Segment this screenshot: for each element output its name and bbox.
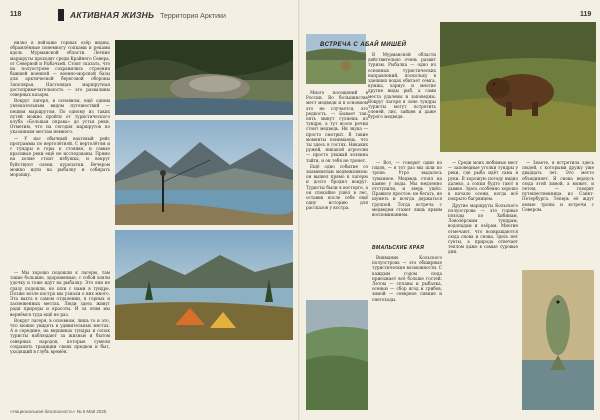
right-intro	[368, 52, 436, 121]
paragraph: Много посещений в России. Во большинстве мест медведи и в основном это не случается, это редкость. — Бывает так: пять минут гуляешь по тундре, а тут возле речки стоит медведь. Ни звука — просто смотрит. В такие моменты понимаешь, что ты здесь в гостях. Никаких ружей, никакой агрессии — просто уважай хозяина тайги, и он тебя не тронет.	[306, 90, 368, 163]
right-column-4	[522, 160, 594, 213]
paragraph: Вокруг лагеря, в основном, лишь то и это, что можно увидеть в удивительных местах. А в середине, на вершинах тундры и сопок туристы наблюдают за жизнью и бытом северных народов, которые сумели сохранить традиции своих предков и быт, уходящий в глубь времён.	[10, 317, 110, 355]
article-heading-mid: ВМАЛЬСКИЕ КРАЯ	[372, 245, 425, 251]
left-page-column-1	[10, 40, 110, 178]
section-marker	[58, 9, 64, 21]
right-column-3	[448, 160, 518, 256]
photo-fish-pike	[522, 270, 594, 410]
right-column-middle-2	[372, 255, 442, 303]
fisherman-image	[115, 120, 293, 225]
paragraph: — Среди моих любимых мест — заповедные уголки тундры у реки, где рыба идёт сама в руки. В хорошую погоду видно далеко, а сопки будто тают в дымке. Здесь особенно хорошо в начале осени, когда всё покрыто багрянцем.	[448, 160, 518, 202]
tent-lake-image	[115, 230, 293, 340]
photo-bear-tundra	[440, 22, 596, 152]
photo-river-rock	[115, 40, 293, 115]
paragraph: — Вот, — говорит один из гидов, — в тот раз мы шли по тропе. Утро выдалось туманное. Медведь стоял на камне у воды. Мы медленно отступили, и зверь ушёл. Правило простое: не бегать, не шуметь и всегда держаться группой. Тогда встреча с медведем станет лишь ярким воспоминанием.	[372, 160, 442, 218]
section-subtitle: Территория Арктики	[160, 13, 226, 20]
photo-tent-lake	[115, 230, 293, 340]
paragraph: низко в пейзаже горных озёр видны, обрамлённые понемногу сопками и реками вдоль Мурманской области. Летние маршруты проходят среди Крайнего Севера, от Северной и Рыбачьей. Стоит сказать, что на полуострове сохранились строения бывшей военной — военно-морской базы для арктической береговой обороны Заполярья. Настоящая маршрутная достопримечательность — это развалины северных казарм.	[10, 40, 110, 98]
right-page	[300, 0, 600, 420]
paragraph: В Мурманской области действительно очень развит туризм. Рыбалка — одно из основных туристических направлений, поскольку в здешних водах обитает семга, кумжа, хариус и многие другие виды рыб, а сами места удалены и заповедны. Вокруг лагеря в зоне тундры туристы могут встретить оленей, лис, зайцев и даже бурого медведя.	[368, 52, 436, 120]
paragraph: Внимание Кольского полуострова — это обширные туристические возможности. С каждым годом сюда приезжает всё больше гостей. Летом — сплавы и рыбалка, осенью — сбор ягод и грибов, зимой — северное сияние и снегоходы.	[372, 255, 442, 302]
left-page-column-1b	[10, 270, 110, 355]
right-header	[580, 8, 591, 22]
section-header	[70, 8, 226, 22]
paragraph: Ещё одно событие со знаменитым медвежонком: он вышел прямо к лагерю и долго бродил вокруг. Туристы были в восторге, а он спокойно ушёл в лес, оставив после себя ещё одну историю для рассказов у костра.	[306, 163, 368, 211]
paragraph: — У нас обычный вахтовый рейс программы по вертолётной. С вертолётом и с тундры в горы к стоянке, и самые красивые реки ещё не исследованы. Прямо на холме стоит избушка, и вокруг буйствуют олени, куропатки. Вечером можно идти на рыбалку и собирать морошку.	[10, 135, 110, 178]
paragraph: — Знаете, я встретила здесь людей, с которыми дружу уже двадцать лет. Это место объединяет. Я снова вернусь сюда этой зимой, а может, и летом, — говорит путешественница из Санкт-Петербурга. Теперь её ждут новые тропы и встречи с Севером.	[522, 160, 594, 212]
left-page-number: 118	[10, 11, 22, 18]
river-rock-image	[115, 40, 293, 115]
right-column-middle	[372, 160, 442, 218]
photo-fisherman-mountains	[115, 120, 293, 225]
paragraph: Другие маршруты Кольского полуострова — это горные походы по Хибинам, Ловозёрским тундрам, водопадам и озёрам. Многие отмечают, что возвращаются сюда снова и снова. Здесь нет суеты, а природа отвечает теплом даже в самые суровые дни.	[448, 202, 518, 255]
photo-tundra-sunset	[306, 300, 368, 410]
article-heading-top: ВСТРЕЧА С АБАЙ МИШЕЙ	[320, 42, 407, 48]
paragraph: — Мы хорошо подошли к лагерю, там такие большие, здоровенные, с собой взяли удочку и тоже идут на рыбалку. Это они не сразу подошли, но шли с нами в тундре. Позже возле костра мы узнали о них много. Эта вахта в самом отдалении, в горных и заснеженных местах. Люди здесь живут ради природы и красоты. И за этим мы вернёмся туда ещё не раз.	[10, 270, 110, 317]
right-page-number: 119	[580, 11, 592, 18]
left-footer: «Национальная безопасность» № 6 Май 2025	[10, 409, 107, 414]
bear-image	[440, 22, 596, 152]
sunset-image	[306, 300, 368, 410]
right-column-left	[306, 90, 368, 212]
fish-image	[522, 270, 594, 410]
left-header	[10, 8, 21, 22]
section-title: АКТИВНАЯ ЖИЗНЬ	[70, 10, 155, 20]
paragraph: Вокруг лагеря, в основном, ещё одним увлекательным видом путешествий — пешим маршрутом. По одному из таких путей можно пройти от туристического клуба «Большая оправа» до устья реки. Отметим, что на сегодня маршрутов по указанным местам немного.	[10, 98, 110, 135]
